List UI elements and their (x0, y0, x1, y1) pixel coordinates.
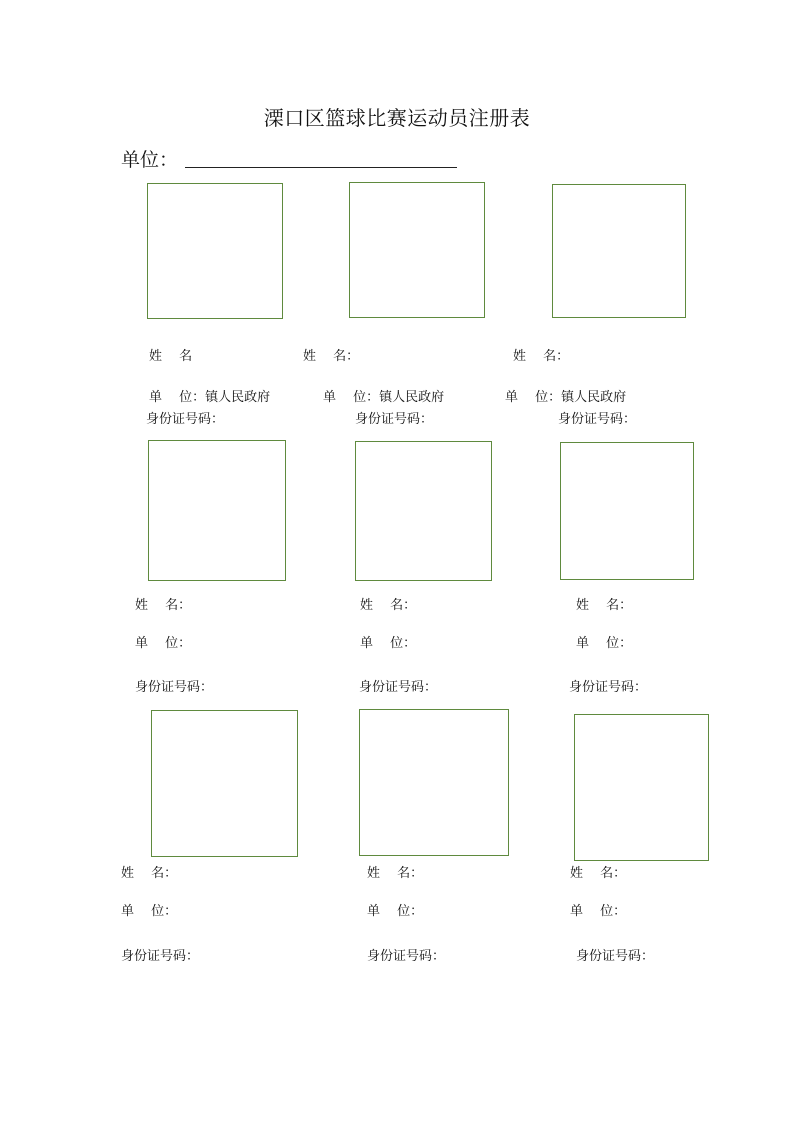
name-field-2: 姓 名： (303, 349, 360, 364)
unit-field-6: 单 位： (576, 636, 633, 651)
photo-box-8[interactable] (359, 709, 509, 856)
name-field-9: 姓 名： (570, 866, 627, 881)
unit-field-1: 单 位：镇人民政府 (149, 390, 271, 405)
id-field-4: 身份证号码： (135, 680, 214, 695)
photo-box-7[interactable] (151, 710, 298, 857)
id-field-2: 身份证号码： (355, 412, 434, 427)
name-field-5: 姓 名： (360, 598, 417, 613)
photo-box-3[interactable] (552, 184, 686, 318)
name-field-4: 姓 名： (135, 598, 192, 613)
unit-field-8: 单 位： (367, 904, 424, 919)
id-field-6: 身份证号码： (569, 680, 648, 695)
page-title: 溧口区篮球比赛运动员注册表 (263, 106, 531, 130)
unit-label: 单位： (121, 149, 179, 171)
unit-input-line[interactable] (185, 167, 457, 168)
unit-field-2: 单 位：镇人民政府 (323, 390, 445, 405)
id-field-7: 身份证号码： (121, 949, 200, 964)
photo-box-5[interactable] (355, 441, 492, 581)
unit-field-4: 单 位： (135, 636, 192, 651)
id-field-8: 身份证号码： (367, 949, 446, 964)
name-field-3: 姓 名： (513, 349, 570, 364)
photo-box-9[interactable] (574, 714, 709, 861)
name-field-6: 姓 名： (576, 598, 633, 613)
name-field-7: 姓 名： (121, 866, 178, 881)
photo-box-1[interactable] (147, 183, 283, 319)
unit-field-3: 单 位：镇人民政府 (505, 390, 627, 405)
photo-box-2[interactable] (349, 182, 485, 318)
name-field-8: 姓 名： (367, 866, 424, 881)
id-field-3: 身份证号码： (558, 412, 637, 427)
unit-field-9: 单 位： (570, 904, 627, 919)
id-field-5: 身份证号码： (359, 680, 438, 695)
unit-field-7: 单 位： (121, 904, 178, 919)
photo-box-4[interactable] (148, 440, 286, 581)
id-field-1: 身份证号码： (146, 412, 225, 427)
name-field-1: 姓 名 (149, 349, 193, 364)
id-field-9: 身份证号码： (576, 949, 655, 964)
photo-box-6[interactable] (560, 442, 694, 580)
unit-field-5: 单 位： (360, 636, 417, 651)
